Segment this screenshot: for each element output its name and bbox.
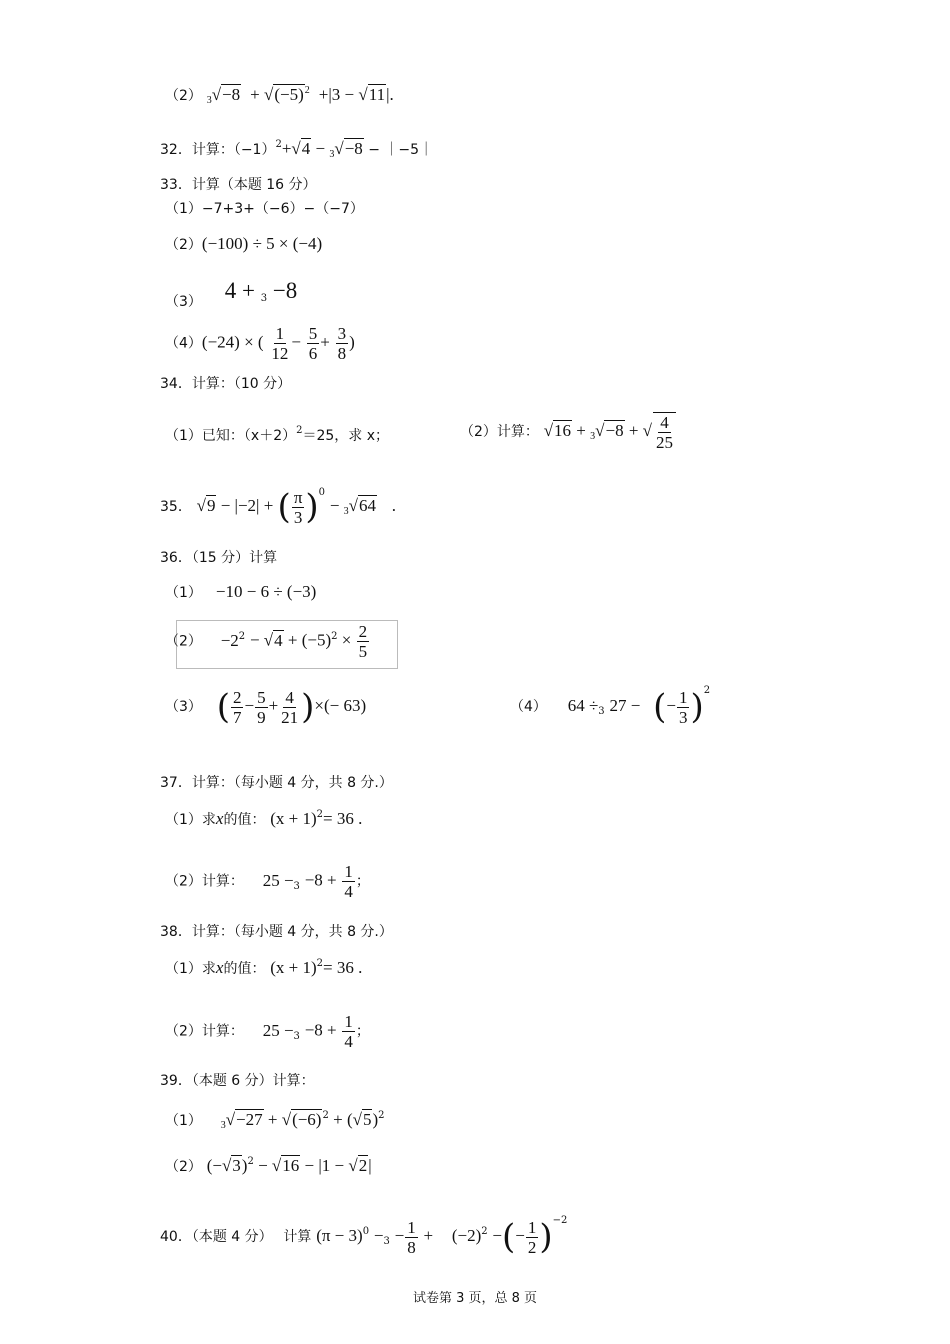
q33-f2-num: 5 [308, 324, 318, 343]
q36-p1-expr: −10 − 6 ÷ (−3) [215, 582, 317, 601]
q34-p2-label: （2）计算： [460, 424, 539, 440]
q38-part2 [165, 1012, 370, 1051]
q39-part1: （1） $3√-27 + √(-6)^2 + (√5)^2$ [165, 1110, 385, 1131]
q37-p2-label: （2）计算： [165, 873, 244, 890]
q40-neg2-exp: −2 [552, 1215, 568, 1226]
q36-a3-den: 21 [281, 707, 299, 727]
q33-f1-num: 1 [275, 324, 285, 343]
q34-p1: （1）已知：（x＋2） [165, 428, 297, 444]
q35-pi-num: π [293, 487, 303, 507]
q40-pi: (π − 3) [316, 1226, 363, 1245]
q39-abs-a: 1 − [321, 1156, 349, 1175]
q40-frac-num: 1 [407, 1217, 416, 1237]
q40-e2: 2 [481, 1226, 488, 1237]
q38-p2-label: （2）计算： [165, 1023, 244, 1040]
q31-2-exp: 2 [304, 85, 310, 96]
q39-e6: 2 [322, 1110, 329, 1121]
q38-x: x [215, 958, 224, 977]
q33-p2-expr: (−100) ÷ 5 × (−4) [201, 234, 323, 253]
q36-part4: （4） $64 \div_3$ 27 − (− $\frac{1}{3}$ )$^2$ [510, 685, 711, 727]
q39-r3: 3 [232, 1156, 241, 1175]
q33-title: 33．计算（本题 16 分） [160, 177, 317, 193]
q38-p1-label: （1）求 [165, 961, 216, 977]
q37-p1-mid: 的值： [223, 812, 266, 828]
q39-title: 39．（本题 6 分）计算： [160, 1073, 315, 1089]
q39-p1-label: （1） [165, 1113, 202, 1129]
q36-part1 [165, 582, 316, 603]
q31-2-line: （2） $3√-8 + √(-5)^2 +|3 - √11|$. [165, 85, 394, 106]
q34-r16: 16 [554, 421, 572, 440]
q36-p4-frac-num: 1 [678, 687, 688, 707]
q36-a2-num: 5 [257, 687, 266, 707]
q35-abs: −2 [237, 496, 257, 515]
q33-p3-label: （3） [165, 294, 202, 310]
q36-p4-exp: 2 [703, 685, 711, 696]
q31-2-end: . [389, 85, 394, 104]
q35-pi-den: 3 [293, 507, 303, 527]
q36-p2-a: −2 [220, 630, 239, 650]
q33-part1: （1）−7+3+（−6）−（−7） [165, 201, 364, 217]
q33-f2-den: 6 [308, 344, 318, 363]
q31-2-abs: 3 − [331, 85, 359, 104]
q36-title: 36．（15 分）计算 [160, 550, 278, 566]
q38-p2-a: 25 − [262, 1020, 294, 1040]
q38-frac-num: 1 [344, 1012, 353, 1031]
q36-p2-label: （2） [165, 633, 202, 650]
q36-p4-label: （4） [510, 699, 547, 715]
q40-frac2-num: 1 [527, 1217, 537, 1237]
q36-p4-index: 3 [598, 706, 605, 717]
q36-p3-tail: (− 63) [324, 696, 367, 715]
q36-a1-num: 2 [232, 687, 242, 707]
q36-frac-num: 2 [358, 622, 368, 641]
q39-r27: −27 [236, 1110, 263, 1129]
q38-p1-mid: 的值： [223, 961, 266, 977]
q34-part1 [165, 425, 389, 448]
q36-part3: （3） ( $\frac{2}{7}$ − $\frac{5}{9}$ + $\frac{4}{21}$ )×(− 63) [165, 687, 367, 727]
q33-p4-a: (−24) × ( [201, 332, 264, 352]
q35-line: 35． √9 − |−2| + ( $\frac{\pi}{3}$ )$^0$ − 3√64 . [160, 487, 397, 527]
q37-p1-rhs: = 36 . [323, 809, 363, 828]
q39-e2: 2 [247, 1156, 254, 1167]
q39-p2-b: ) [241, 1156, 248, 1175]
q32-minus: − [311, 139, 330, 158]
q37-frac-den: 4 [344, 882, 353, 901]
q32-exp: 2 [275, 139, 282, 150]
q40-plus: + [423, 1226, 434, 1245]
q38-frac-den: 4 [344, 1032, 353, 1051]
q34-r8: −8 [605, 421, 624, 440]
q32-label: 32．计算：（−1） [160, 142, 276, 158]
q33-p3-index: 3 [260, 293, 268, 304]
q37-x: x [215, 809, 224, 828]
q33-p4-b: ) [349, 332, 355, 352]
q31-2-label: （2） [165, 88, 202, 104]
q36-a3-num: 4 [285, 687, 294, 707]
q36-p1-label: （1） [165, 585, 202, 601]
q36-p4-b: 27 − [609, 696, 641, 715]
q38-p1-rhs: = 36 . [323, 958, 363, 977]
q36-p4-a: 64 ÷ [567, 696, 599, 715]
q37-p2-index: 3 [293, 880, 300, 892]
q36-p2-c: 2 [331, 630, 338, 642]
q37-p1-exp: 2 [316, 809, 324, 820]
q39-r2: 2 [358, 1156, 368, 1175]
q36-a1-den: 7 [232, 707, 242, 727]
q38-title: 38．计算：（每小题 4 分，共 8 分.） [160, 924, 393, 940]
q39-r5: 5 [362, 1110, 372, 1129]
q35-zero-exp: 0 [318, 487, 326, 498]
q33-p4-label: （4） [165, 335, 202, 352]
q38-p2-index: 3 [293, 1030, 300, 1042]
q37-title: 37．计算：（每小题 4 分，共 8 分.） [160, 775, 393, 791]
q36-part2: $(2) -2^2 - √4 + (-5)^2$ × $\frac{2}{5}$ [165, 622, 368, 661]
q38-semicolon: ； [355, 1023, 370, 1040]
q33-part2 [165, 234, 322, 255]
q34-frac-num: 4 [660, 413, 669, 432]
q37-semicolon: ； [355, 873, 370, 890]
q39-part2: （2） $(-√3)^2 - √16 - |1 - √2|$ [165, 1156, 372, 1175]
q32-r4: 4 [301, 139, 311, 158]
q33-p3-b: −8 [267, 278, 298, 303]
q39-p2-a: (− [206, 1156, 222, 1175]
q36-r4: 4 [274, 630, 283, 650]
q38-p1-exp: 2 [316, 958, 324, 969]
q40-frac2-den: 2 [527, 1237, 537, 1257]
q32-tail: − ｜−5｜ [363, 142, 434, 158]
q37-p1-label: （1）求 [165, 812, 216, 828]
q40-minus: − [373, 1226, 384, 1245]
q33-f1-den: 12 [271, 344, 289, 363]
q40-e0: 0 [362, 1226, 370, 1237]
q40-calc: 计算 [283, 1229, 312, 1245]
q34-part2: （2）计算： √16 + 3√−8 + √ $\frac{4}{25}$ [460, 412, 677, 452]
q36-frac-den: 5 [358, 642, 368, 661]
q36-p2-b: (−5) [301, 630, 332, 650]
q37-part2 [165, 862, 370, 901]
q34-p1-b: ＝25，求 x； [302, 428, 390, 444]
q31-2-cuberoot: −8 [222, 85, 241, 104]
q38-p2-b: −8 + [304, 1020, 337, 1040]
q33-f3-den: 8 [337, 344, 347, 363]
q33-p3-a: 4 + [224, 278, 261, 303]
q40-index: 3 [383, 1236, 390, 1247]
q37-part1 [165, 809, 362, 832]
q33-part3 [165, 278, 298, 310]
q39-r16: 16 [282, 1156, 300, 1175]
q40-minus2: − [492, 1226, 503, 1245]
q33-f3-num: 3 [337, 324, 347, 343]
q37-p2-a: 25 − [262, 870, 294, 890]
q31-2-sqrt: (−5) [274, 85, 304, 104]
q39-e5: 2 [378, 1110, 385, 1121]
q39-p2-label: （2） [165, 1159, 202, 1175]
q33-part4: （4）(−24) × ( $\frac{1}{12}$ − $\frac{5}{6}$ + $\frac{3}{8}$ ) [165, 324, 355, 363]
q35-label: 35． [160, 499, 192, 515]
q40-frac-den: 8 [407, 1237, 416, 1257]
q35-r64: 64 [359, 496, 377, 515]
q31-2-r11: 11 [368, 85, 386, 104]
q40-neg: − [394, 1226, 405, 1245]
q33-p2-label: （2） [165, 237, 202, 253]
q40-line: 40．（本题 4 分） 计算 $(\pi - 3)^0 -_3$ − $\frac{1}{8}$ + $(-2)^2$ −(− $\frac{1}{2}$ )$^{-2}$ [160, 1215, 568, 1257]
page-footer: 试卷第 3 页，总 8 页 [412, 1291, 538, 1306]
q32-line: 32．计算：$(-1)^2+√4 - 3√-8$ − ｜−5｜ [160, 139, 434, 160]
q34-frac-den: 25 [656, 433, 673, 452]
q35-end: . [391, 496, 397, 515]
q36-p2-exp: 2 [238, 630, 246, 642]
q40-p2: (−2) [451, 1226, 482, 1245]
q36-a2-den: 9 [257, 707, 266, 727]
q36-p4-frac-den: 3 [678, 707, 688, 727]
q36-p3-label: （3） [165, 699, 202, 715]
q34-title: 34．计算：（10 分） [160, 376, 292, 392]
q38-p1-expr: (x + 1) [270, 958, 317, 977]
q37-p1-expr: (x + 1) [270, 809, 317, 828]
q40-label: 40．（本题 4 分） [160, 1229, 273, 1245]
q35-r9: 9 [206, 496, 216, 515]
q39-r6: (−6) [292, 1110, 322, 1129]
q32-r8: −8 [344, 139, 363, 158]
q32-plus: + [281, 139, 292, 158]
q38-part1 [165, 958, 362, 981]
q37-p2-b: −8 + [304, 870, 337, 890]
q34-p1-exp: 2 [296, 425, 303, 436]
q37-frac-num: 1 [344, 862, 353, 881]
